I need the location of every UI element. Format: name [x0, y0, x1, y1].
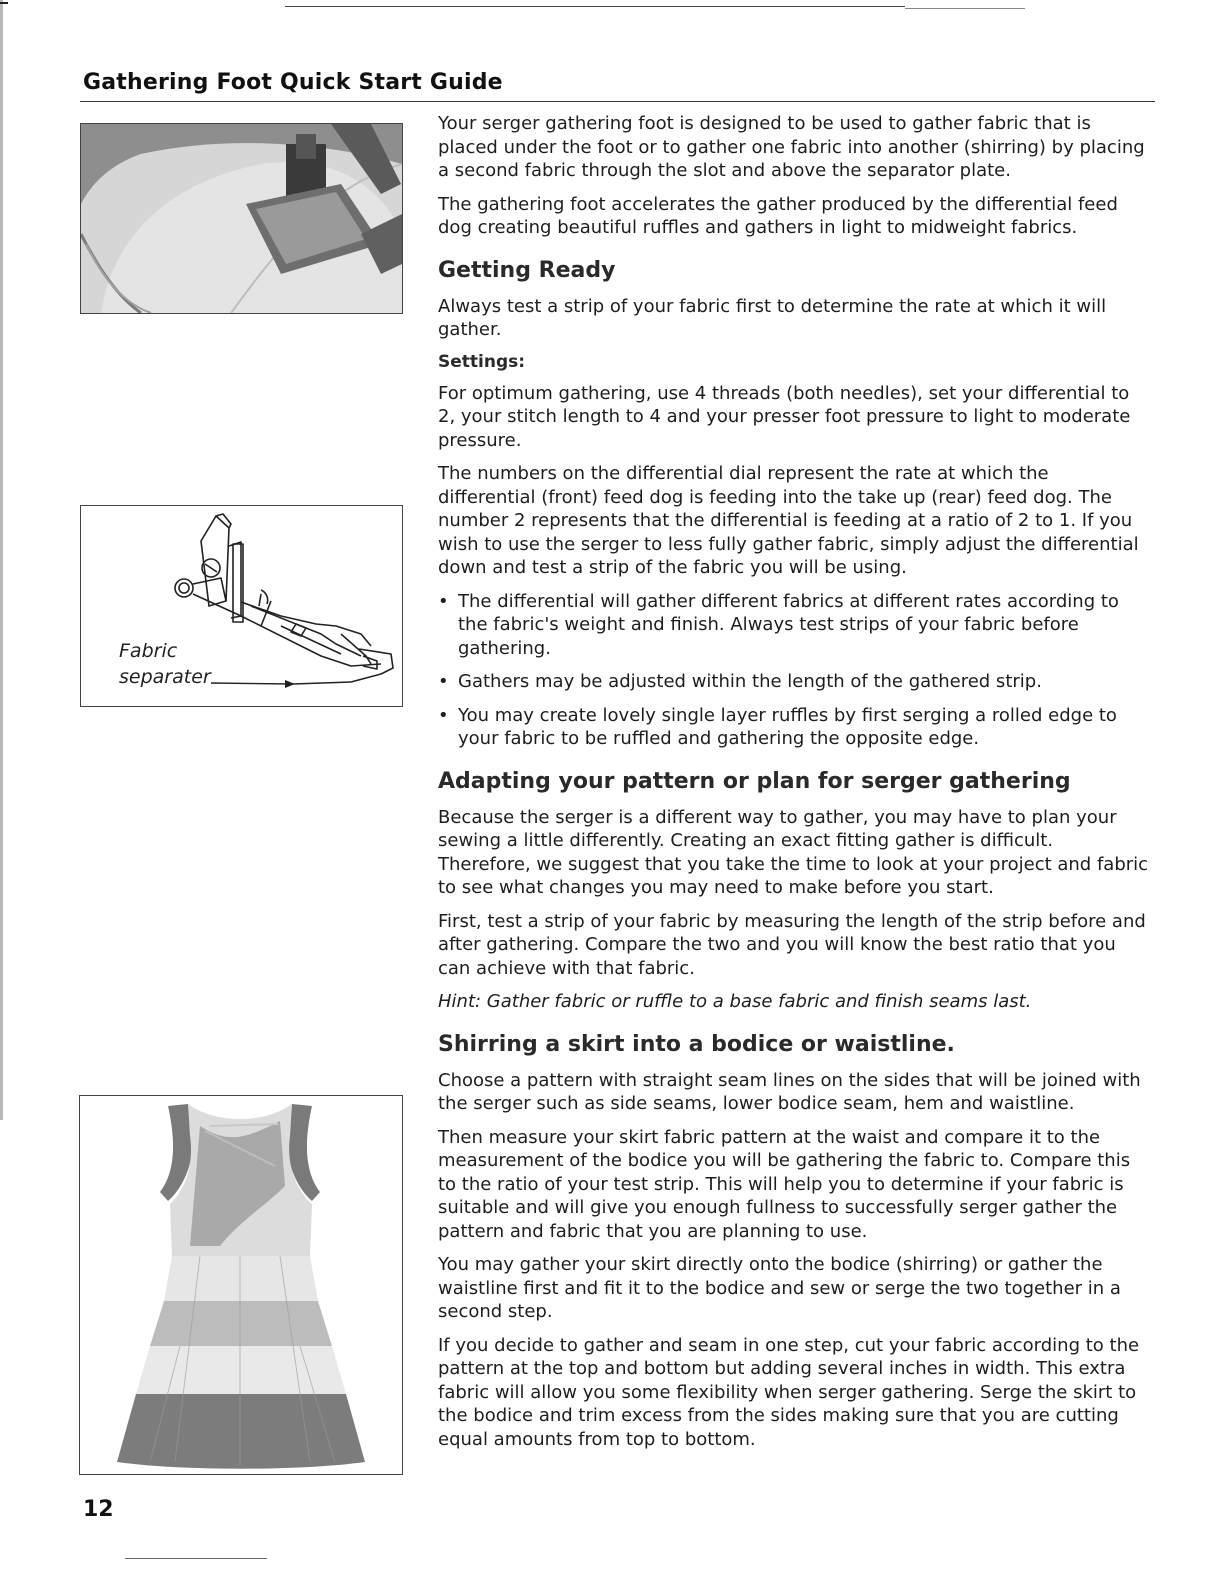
gathering-foot-diagram	[80, 505, 403, 707]
hint-text: Hint: Gather fabric or ruffle to a base fabric and finish seams last.	[438, 991, 1032, 1012]
intro-paragraph-2: The gathering foot accelerates the gather produced by the differential feed dog creating beautiful ruffles and gathers in light to midweight fabrics.	[438, 193, 1118, 238]
gathering-foot-photo	[80, 123, 403, 314]
fabric-separator-label-line1: Fabric	[119, 640, 178, 662]
scan-mark	[0, 2, 8, 4]
title-rule	[80, 101, 1155, 102]
section-heading-adapting: Adapting your pattern or plan for serger gathering	[438, 768, 1071, 794]
bottom-rule	[125, 1558, 267, 1559]
page-title: Gathering Foot Quick Start Guide	[83, 70, 503, 95]
list-item: • Gathers may be adjusted within the length of the gathered strip.	[458, 670, 1150, 694]
settings-paragraph: For optimum gathering, use 4 threads (both needles), set your differential to 2, your stitch length to 4 and your presser foot pressure to light to moderate pressure.	[438, 382, 1131, 451]
scan-line	[285, 6, 905, 7]
page-number: 12	[83, 1497, 114, 1522]
scan-edge	[0, 0, 3, 1120]
tiered-dress-photo	[79, 1095, 403, 1475]
scan-line-short	[905, 8, 1025, 9]
section-heading-getting-ready: Getting Ready	[438, 257, 616, 283]
shirring-paragraph-4: If you decide to gather and seam in one step, cut your fabric according to the pattern at the top and bottom but adding several inches in width. This extra fabric will allow you some flexibility when serger gathering. Serge the skirt to the bodice and trim excess from the sides making sure that you are cutting equal amounts from top to bottom.	[438, 1334, 1140, 1450]
intro-paragraph-1: Your serger gathering foot is designed to be used to gather fabric that is placed under the foot or to gather one fabric into another (shirring) by placing a second fabric through the slot and above the separator plate.	[438, 113, 1145, 181]
tips-list	[438, 590, 1150, 751]
tiered-dress-image	[80, 1096, 402, 1474]
adapting-paragraph-1: Because the serger is a different way to gather, you may have to plan your sewing a little differently. Creating an exact fitting gather is difficult. Therefore, we suggest that you take the time to look at your project and fabric to see what changes you may need to make before you start.	[438, 806, 1149, 898]
shirring-paragraph-1: Choose a pattern with straight seam lines on the sides that will be joined with the serger such as side seams, lower bodice seam, hem and waistline.	[438, 1069, 1141, 1114]
list-item: • The differential will gather different fabrics at different rates according to the fabric's weight and finish. Always test strips of your fabric before gathering.	[458, 590, 1150, 661]
shirring-paragraph-2: Then measure your skirt fabric pattern at the waist and compare it to the measurement of the bodice you will be gathering the fabric to. Compare this to the ratio of your test strip. This will help you to determine if your fabric is suitable and will give you enough fullness to successfully serger gather the pattern and fabric that you are planning to use.	[438, 1126, 1131, 1242]
differential-paragraph: The numbers on the differential dial represent the rate at which the differential (front) feed dog is feeding into the take up (rear) feed dog. The number 2 represents that the differential is feeding at a ratio of 2 to 1. If you wish to use the serger to less fully gather fabric, simply adjust the differential down and test a strip of the fabric you will be using.	[438, 463, 1139, 578]
getting-ready-paragraph-1: Always test a strip of your fabric first to determine the rate at which it will gather.	[438, 295, 1107, 340]
gathering-foot-photo-image	[81, 124, 402, 313]
main-content	[438, 112, 1150, 1461]
shirring-paragraph-3: You may gather your skirt directly onto the bodice (shirring) or gather the waistline first and fit it to the bodice and sew or serge the two together in a second step.	[438, 1254, 1121, 1322]
section-heading-shirring: Shirring a skirt into a bodice or waistline.	[438, 1031, 955, 1057]
adapting-paragraph-2: First, test a strip of your fabric by measuring the length of the strip before and after gathering. Compare the two and you will know the best ratio that you can achieve with that fabric.	[438, 910, 1146, 979]
settings-label: Settings:	[438, 351, 526, 372]
fabric-separator-label-line2: separater	[119, 666, 211, 688]
list-item: • You may create lovely single layer ruffles by first serging a rolled edge to your fabric to be ruffled and gathering the opposite edge.	[458, 704, 1150, 751]
